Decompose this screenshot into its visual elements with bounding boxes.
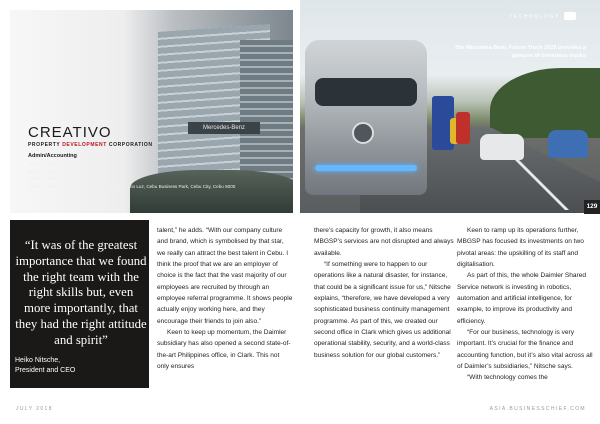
ad-contact-line: Mobile: +63 917 xxx xxxx (Sun): [28, 169, 92, 174]
paragraph: Keen to keep up momentum, the Daimler subsidiary has also opened a second state-of-the-art Philippines office, in Clark. This not only ensures: [157, 329, 291, 371]
paragraph: “If something were to happen to our operations like a natural disaster, for instance, that could be a significant issue for us,” Nitsche explains, “therefore, we have developed a very sophisticated business continuity management programme. As part of this, we created our second office in Clark which gives us additional operational stability, security, and a world-class business solution for our global customers.”: [314, 261, 451, 359]
photo-caption: The Mercedes-Benz Future Truck 2025 provides a glimpse of driverless trucks: [454, 45, 586, 59]
paragraph: talent,” he adds. “With our company culture and brand, which is symbolised by that star, we really can attract the best talent in Cebu. I think the proof that we are an employer of choice is the fact that the vast majority of our employees are recruited by through an employee referral programme. It shows people actually enjoy working here, and they encourage their friends to join also.”: [157, 227, 293, 325]
paragraph: “For our business, technology is very important. It’s crucial for the finance and accounting function, but it’s also vital across all of Daimler’s subsidiaries,” Nitsche says.: [457, 329, 593, 371]
ad-department: Admin/Accounting: [28, 153, 77, 159]
page-number: 129: [586, 203, 598, 210]
blue-car: [548, 130, 588, 158]
truck-headlights: [315, 165, 417, 171]
red-truck: [456, 112, 470, 144]
section-logo-icon: [564, 12, 576, 20]
paragraph: Keen to ramp up its operations further, MBGSP has focused its investments on two pivotal areas: the upskilling of its staff and digitalisation.: [457, 227, 584, 269]
ad-company-subtitle: [28, 142, 153, 148]
paragraph: there’s capacity for growth, it also means MBGSP’s services are not disrupted and always available.: [314, 227, 454, 257]
paragraph: As part of this, the whole Daimler Shared Service network is investing in robotics, automation and artificial intelligence, for example, to improve its productivity and efficiency.: [457, 272, 586, 325]
creativo-advertisement: [10, 10, 293, 213]
quote-attribution-role: President and CEO: [15, 367, 76, 374]
ad-subtitle-highlight: DEVELOPMENT: [62, 142, 107, 148]
article-column-2: [314, 225, 456, 361]
trees-image: [130, 170, 293, 213]
ad-contact-line: Tel: +63 32 xxx-xxxx: [28, 162, 70, 167]
footer-issue-date: JULY 2018: [16, 406, 53, 412]
ad-subtitle-part3: CORPORATION: [106, 142, 153, 148]
ad-subtitle-part1: PROPERTY: [28, 142, 63, 148]
white-car: [480, 134, 524, 160]
future-truck-photo: [300, 0, 600, 213]
article-column-3: [457, 225, 597, 384]
footer-website-link[interactable]: ASIA.BUSINESSCHIEF.COM: [489, 406, 586, 412]
pull-quote-text: “It was of the greatest importance that we found the right team with the right skills but, even more importantly, that they had the right attitude and spirit”: [15, 238, 147, 347]
article-column-1: [157, 225, 293, 372]
truck-windshield: [315, 78, 417, 106]
paragraph: “With technology comes the: [467, 374, 548, 382]
future-truck: [305, 40, 427, 195]
quote-attribution-name: Heiko Nitsche,: [15, 357, 61, 364]
ad-brand-name: CREATIVO: [28, 124, 112, 141]
section-label: TECHNOLOGY: [508, 14, 560, 20]
mercedes-star-icon: [352, 122, 374, 144]
hillside: [490, 68, 600, 138]
ad-address: 9th Mercedes-Benz Tower, Mindanao Avenue, Barrio Luz, Cebu Business Park, Cebu City, Cebu 6000: [28, 184, 236, 189]
ad-contact-line: Mobile: +63 917 xxx xxxx (Globe): [28, 176, 97, 181]
building-sign: Mercedes-Benz: [188, 122, 260, 134]
